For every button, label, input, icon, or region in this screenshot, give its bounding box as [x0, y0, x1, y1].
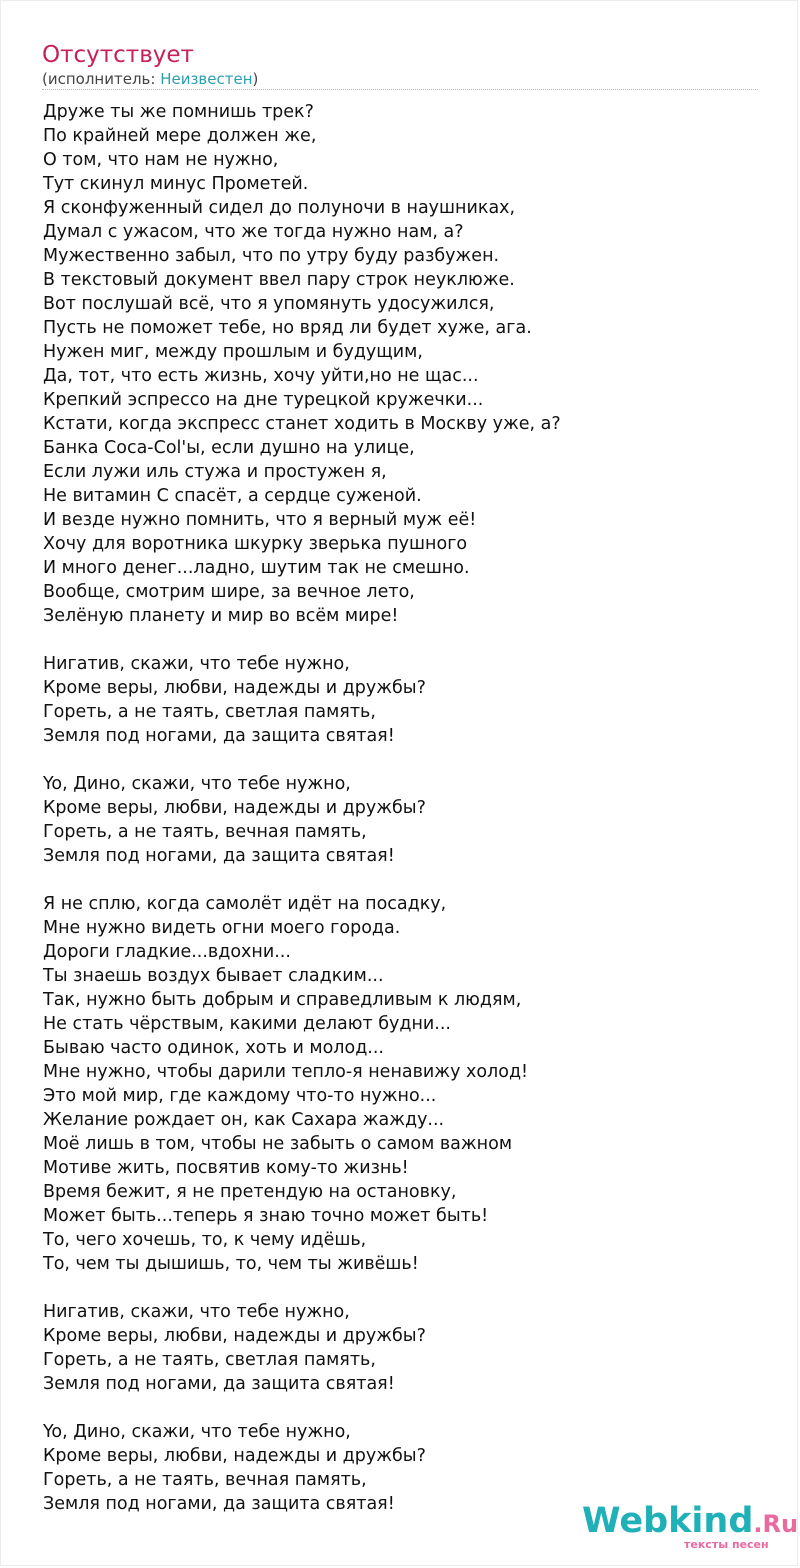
lyric-line: Нигатив, скажи, что тебе нужно, [43, 654, 350, 674]
lyrics-stanza [43, 772, 763, 868]
lyric-line: Кроме веры, любви, надежды и дружбы? [43, 798, 426, 818]
song-title: Отсутствует [42, 42, 194, 68]
lyric-line: Кстати, когда экспресс станет ходить в Москву уже, а? [43, 414, 561, 434]
lyric-line: Дороги гладкие...вдохни... [43, 942, 291, 962]
lyric-line: Пусть не поможет тебе, но вряд ли будет хуже, ага. [43, 318, 532, 338]
lyric-line: И везде нужно помнить, что я верный муж её! [43, 510, 477, 530]
lyric-line: Так, нужно быть добрым и справедливым к людям, [43, 990, 522, 1010]
lyric-line: Друже ты же помнишь трек? [43, 102, 314, 122]
header-divider [42, 89, 758, 90]
lyrics-stanza [43, 1300, 763, 1396]
lyric-line: Земля под ногами, да защита святая! [43, 726, 395, 746]
lyric-line: Кроме веры, любви, надежды и дружбы? [43, 1446, 426, 1466]
lyric-line: Земля под ногами, да защита святая! [43, 1494, 395, 1514]
lyric-line: Вот послушай всё, что я упомянуть удосужился, [43, 294, 495, 314]
lyric-line: Yo, Дино, скажи, что тебе нужно, [43, 1422, 351, 1442]
watermark-tld: .Ru [753, 1510, 799, 1538]
artist-suffix: ) [252, 70, 259, 88]
lyric-line: Банка Coca-Col'ы, если душно на улице, [43, 438, 415, 458]
lyric-line: То, чего хочешь, то, к чему идёшь, [43, 1230, 367, 1250]
lyric-line: Время бежит, я не претендую на остановку, [43, 1182, 457, 1202]
lyric-line: И много денег...ладно, шутим так не смешно. [43, 558, 470, 578]
lyric-line: По крайней мере должен же, [43, 126, 317, 146]
lyric-line: Yo, Дино, скажи, что тебе нужно, [43, 774, 351, 794]
lyric-line: Я не сплю, когда самолёт идёт на посадку, [43, 894, 447, 914]
lyric-line: Кроме веры, любви, надежды и дружбы? [43, 678, 426, 698]
site-watermark [582, 1500, 799, 1556]
lyric-line: Может быть...теперь я знаю точно может быть! [43, 1206, 489, 1226]
lyric-line: Гореть, а не таять, светлая память, [43, 702, 376, 722]
lyric-line: Думал с ужасом, что же тогда нужно нам, а? [43, 222, 464, 242]
lyric-line: Тут скинул минус Прометей. [43, 174, 309, 194]
lyric-line: О том, что нам не нужно, [43, 150, 279, 170]
lyric-line: Не витамин С спасёт, а сердце суженой. [43, 486, 422, 506]
artist-link[interactable]: Неизвестен [160, 70, 253, 88]
lyric-line: Крепкий эспрессо на дне турецкой кружечки... [43, 390, 484, 410]
lyric-line: Гореть, а не таять, вечная память, [43, 822, 367, 842]
lyrics-body [43, 100, 763, 1516]
lyric-line: Я сконфуженный сидел до полуночи в наушниках, [43, 198, 516, 218]
lyric-line: Нигатив, скажи, что тебе нужно, [43, 1302, 350, 1322]
lyric-line: Земля под ногами, да защита святая! [43, 1374, 395, 1394]
lyric-line: Зелёную планету и мир во всём мире! [43, 606, 399, 626]
lyric-line: Кроме веры, любви, надежды и дружбы? [43, 1326, 426, 1346]
watermark-brand: Webkind [582, 1501, 754, 1541]
lyric-line: Да, тот, что есть жизнь, хочу уйти,но не щас... [43, 366, 479, 386]
lyric-line: Моё лишь в том, чтобы не забыть о самом важном [43, 1134, 513, 1154]
lyric-line: Ты знаешь воздух бывает сладким... [43, 966, 384, 986]
lyric-line: Нужен миг, между прошлым и будущим, [43, 342, 423, 362]
lyric-line: Земля под ногами, да защита святая! [43, 846, 395, 866]
lyric-line: Желание рождает он, как Сахара жажду... [43, 1110, 445, 1130]
lyric-line: Мотиве жить, посвятив кому-то жизнь! [43, 1158, 409, 1178]
watermark-tagline: тексты песен [684, 1538, 769, 1551]
lyrics-stanza [43, 100, 763, 628]
artist-prefix: (исполнитель: [42, 70, 161, 88]
lyric-line: Это мой мир, где каждому что-то нужно... [43, 1086, 437, 1106]
lyric-line: Вообще, смотрим шире, за вечное лето, [43, 582, 415, 602]
lyric-line: Если лужи иль стужа и простужен я, [43, 462, 387, 482]
lyric-line: Гореть, а не таять, вечная память, [43, 1470, 367, 1490]
lyric-line: Мужественно забыл, что по утру буду разбужен. [43, 246, 500, 266]
lyrics-stanza [43, 652, 763, 748]
lyric-line: Гореть, а не таять, светлая память, [43, 1350, 376, 1370]
lyric-line: В текстовый документ ввел пару строк неуклюже. [43, 270, 515, 290]
lyric-line: Мне нужно видеть огни моего города. [43, 918, 401, 938]
lyric-line: Бываю часто одинок, хоть и молод... [43, 1038, 384, 1058]
lyric-line: Хочу для воротника шкурку зверька пушного [43, 534, 468, 554]
lyric-line: То, чем ты дышишь, то, чем ты живёшь! [43, 1254, 419, 1274]
lyric-line: Мне нужно, чтобы дарили тепло-я ненавижу холод! [43, 1062, 529, 1082]
artist-line [42, 70, 258, 88]
lyrics-stanza [43, 892, 763, 1276]
lyric-line: Не стать чёрствым, какими делают будни... [43, 1014, 451, 1034]
